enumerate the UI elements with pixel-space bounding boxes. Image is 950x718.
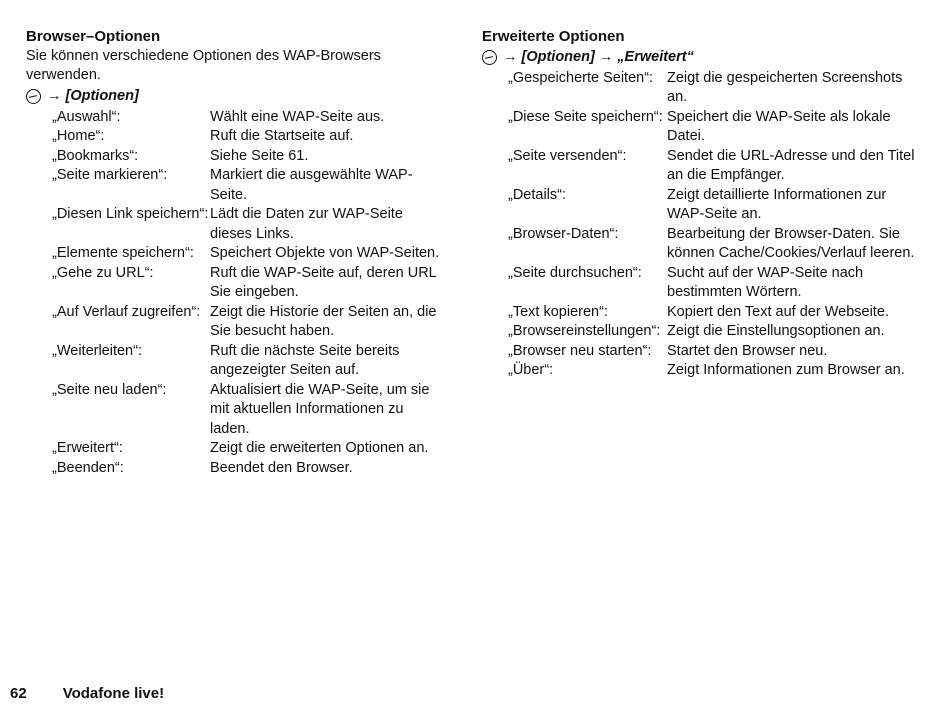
- left-softkey-icon: [26, 89, 41, 104]
- option-term: „Diesen Link speichern“:: [52, 206, 209, 222]
- option-desc: Speichert die WAP-Seite als lokale Datei.: [667, 108, 891, 144]
- option-row: [52, 439, 446, 459]
- option-desc: Zeigt Informationen zum Browser an.: [667, 362, 905, 378]
- option-row: [52, 147, 446, 167]
- option-desc: Zeigt detaillierte Informationen zur WAP-Seite an.: [667, 186, 887, 222]
- option-term: „Elemente speichern“:: [52, 245, 194, 261]
- option-term: „Seite versenden“:: [508, 147, 627, 164]
- arrow-icon: →: [503, 48, 518, 65]
- option-term: „Text kopieren“:: [508, 303, 608, 320]
- option-row: [52, 264, 446, 303]
- option-term: „Seite markieren“:: [52, 167, 168, 183]
- option-row: [508, 342, 922, 362]
- option-row: [508, 186, 922, 225]
- option-desc: Ruft die nächste Seite bereits angezeigter Seiten auf.: [210, 342, 400, 378]
- menu-path: [482, 47, 922, 69]
- option-row: [508, 147, 922, 186]
- option-row: [508, 225, 922, 264]
- option-term: „Seite neu laden“:: [52, 381, 167, 398]
- option-desc: Speichert Objekte von WAP-Seiten.: [210, 245, 440, 261]
- option-term: „Diese Seite speichern“:: [508, 108, 663, 125]
- page-number: 62: [10, 685, 27, 702]
- option-desc: Lädt die Daten zur WAP-Seite dieses Links.: [210, 206, 403, 242]
- menu-path-label: „Erweitert“: [617, 48, 694, 65]
- option-row: [52, 108, 446, 128]
- option-term: „Browser neu starten“:: [508, 342, 652, 359]
- menu-path-label: [Optionen]: [521, 48, 595, 65]
- page-footer: [10, 684, 164, 704]
- option-desc: Startet den Browser neu.: [667, 342, 828, 359]
- option-row: [52, 127, 446, 147]
- option-desc: Kopiert den Text auf der Webseite.: [667, 303, 889, 320]
- option-desc: Wählt eine WAP-Seite aus.: [210, 108, 385, 125]
- option-term: „Seite durchsuchen“:: [508, 264, 642, 281]
- option-desc: Beendet den Browser.: [210, 459, 353, 476]
- option-term: „Details“:: [508, 186, 567, 203]
- left-softkey-icon: [482, 50, 497, 65]
- option-term: „Browser-Daten“:: [508, 225, 619, 242]
- option-row: [508, 322, 922, 342]
- option-desc: Zeigt die Einstellungsoptionen an.: [667, 323, 885, 339]
- option-desc: Siehe Seite 61.: [210, 147, 309, 164]
- option-term: „Weiterleiten“:: [52, 342, 142, 359]
- option-term: „Gespeicherte Seiten“:: [508, 69, 654, 86]
- option-desc: Sucht auf der WAP-Seite nach bestimmten Wörtern.: [667, 264, 864, 300]
- option-row: [508, 108, 922, 147]
- section-heading: Erweiterte Optionen: [482, 28, 625, 45]
- section-heading: Browser–Optionen: [26, 28, 161, 45]
- option-term: „Über“:: [508, 362, 554, 378]
- option-list: [52, 108, 446, 479]
- option-row: [508, 303, 922, 323]
- option-row: [508, 361, 922, 381]
- option-row: [52, 303, 446, 342]
- footer-section-title: Vodafone live!: [62, 685, 165, 702]
- option-desc: Ruft die Startseite auf.: [210, 128, 354, 144]
- option-term: „Bookmarks“:: [52, 147, 139, 164]
- option-term: „Auf Verlauf zugreifen“:: [52, 303, 201, 320]
- section-intro: Sie können verschiedene Optionen des WAP-Browsers verwenden.: [26, 47, 381, 83]
- option-row: [52, 459, 446, 479]
- left-column: [26, 27, 446, 478]
- option-term: „Browsereinstellungen“:: [508, 323, 661, 339]
- option-row: [508, 69, 922, 108]
- option-row: [52, 244, 446, 264]
- option-row: [52, 342, 446, 381]
- option-desc: Ruft die WAP-Seite auf, deren URL Sie eingeben.: [210, 264, 437, 300]
- option-row: [52, 205, 446, 244]
- option-term: „Beenden“:: [52, 459, 124, 476]
- menu-path: [26, 86, 446, 108]
- menu-path-label: [Optionen]: [65, 87, 139, 104]
- option-row: [508, 264, 922, 303]
- option-term: „Home“:: [52, 128, 105, 144]
- option-list: [508, 69, 922, 381]
- option-row: [52, 381, 446, 440]
- option-desc: Zeigt die erweiterten Optionen an.: [210, 440, 429, 456]
- option-row: [52, 166, 446, 205]
- right-column: [482, 27, 922, 381]
- option-desc: Aktualisiert die WAP-Seite, um sie mit aktuellen Informationen zu laden.: [210, 381, 430, 437]
- option-desc: Sendet die URL-Adresse und den Titel an die Empfänger.: [667, 147, 915, 183]
- option-desc: Markiert die ausgewählte WAP-Seite.: [210, 167, 413, 203]
- arrow-icon: →: [47, 87, 62, 104]
- option-desc: Zeigt die Historie der Seiten an, die Sie besucht haben.: [210, 303, 437, 339]
- option-term: „Auswahl“:: [52, 108, 121, 125]
- option-desc: Bearbeitung der Browser-Daten. Sie können Cache/Cookies/Verlauf leeren.: [667, 225, 915, 261]
- option-term: „Erweitert“:: [52, 440, 123, 456]
- option-term: „Gehe zu URL“:: [52, 264, 154, 281]
- arrow-icon: →: [598, 48, 614, 65]
- option-desc: Zeigt die gespeicherten Screenshots an.: [667, 69, 903, 105]
